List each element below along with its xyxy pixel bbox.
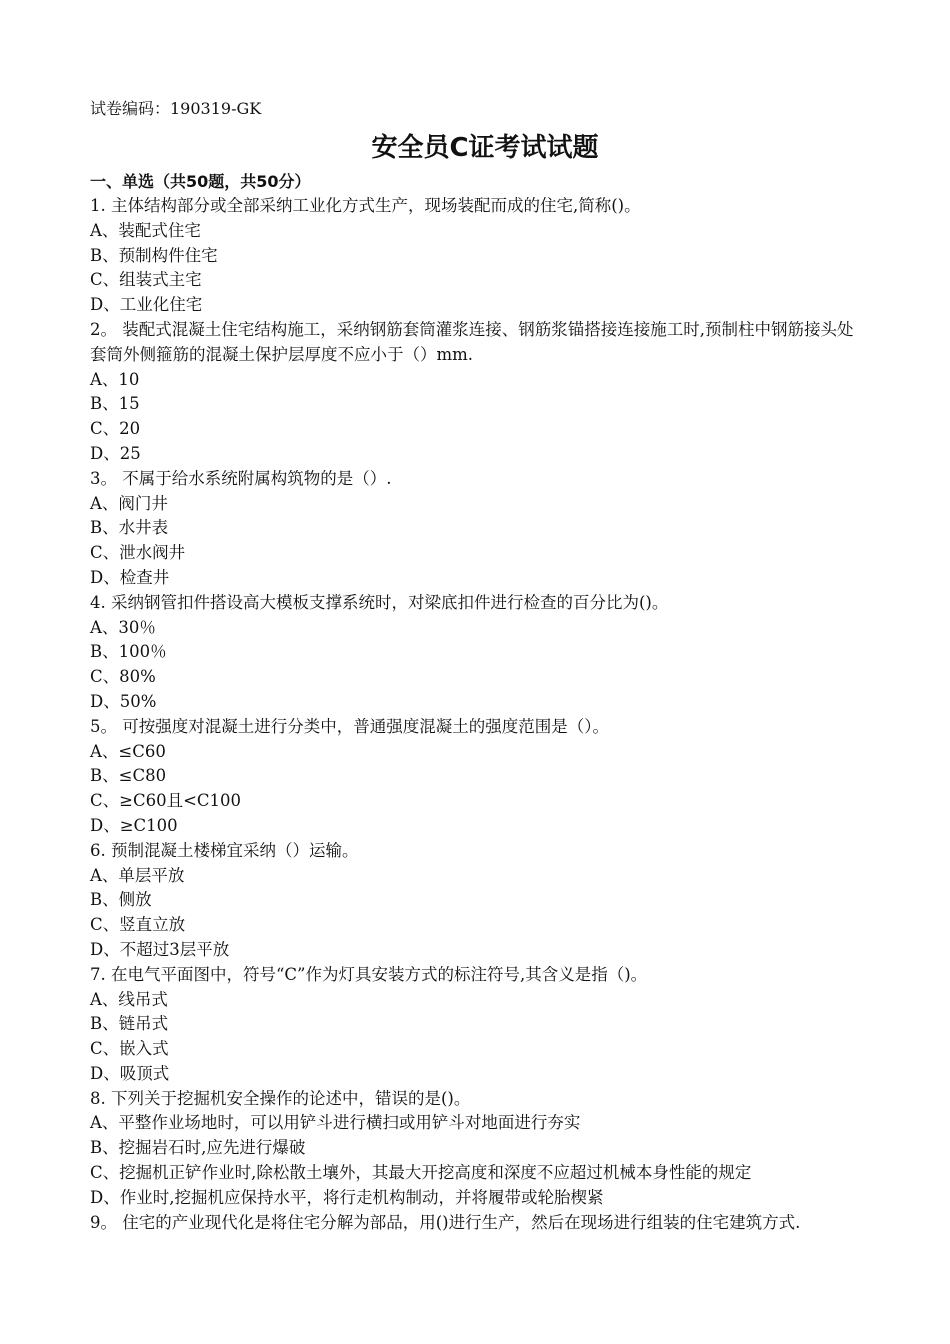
question-4-text: 4. 采纳钢管扣件搭设高大模板支撑系统时，对梁底扣件进行检查的百分比为()。 (90, 592, 669, 612)
question-8-option-d: D、作业时,挖掘机应保持水平，将行走机构制动，并将履带或轮胎楔紧 (90, 1187, 604, 1207)
question-1-text: 1. 主体结构部分或全部采纳工业化方式生产，现场装配而成的住宅,简称()。 (90, 196, 641, 215)
question-4-option-a: A、30％ (90, 617, 156, 637)
question-4-option-d: D、50% (90, 691, 157, 711)
question-block-6 (90, 839, 860, 963)
question-block-9 (90, 1211, 860, 1236)
question-3-option-c: C、泄水阀井 (90, 543, 186, 563)
exam-code: 试卷编码：190319-GK (90, 99, 262, 118)
question-2-option-b: B、15 (90, 394, 140, 414)
question-6-option-b: B、侧放 (90, 890, 152, 910)
question-2-text: 2。 装配式混凝土住宅结构施工，采纳钢筋套筒灌浆连接、钢筋浆锚搭接连接施工时,预制柱中钢筋接头处套筒外侧箍筋的混凝土保护层厚度不应小于（）mm. (90, 319, 854, 364)
question-2-option-c: C、20 (90, 419, 141, 439)
question-block-8 (90, 1087, 860, 1211)
question-6-option-c: C、竖直立放 (90, 915, 186, 935)
question-3-option-b: B、水井表 (90, 518, 169, 538)
question-5-option-a: A、≤C60 (90, 741, 166, 761)
question-1-option-a: A、装配式住宅 (90, 220, 201, 240)
question-7-option-c: C、嵌入式 (90, 1039, 169, 1059)
question-5-option-d: D、≥C100 (90, 815, 178, 835)
question-8-option-c: C、挖掘机正铲作业时,除松散土壤外，其最大开挖高度和深度不应超过机械本身性能的规定 (90, 1163, 752, 1183)
section-heading: 一、单选（共50题，共50分） (90, 172, 311, 191)
question-6-text: 6. 预制混凝土楼梯宜采纳（）运输。 (90, 840, 359, 860)
question-block-3 (90, 467, 860, 591)
question-9-text: 9。 住宅的产业现代化是将住宅分解为部品，用()进行生产，然后在现场进行组装的住宅建筑方式. (90, 1212, 801, 1232)
question-block-4 (90, 591, 860, 715)
question-1-option-d: D、工业化住宅 (90, 295, 203, 315)
question-5-text: 5。 可按强度对混凝土进行分类中，普通强度混凝土的强度范围是（）。 (90, 716, 609, 736)
question-5-option-b: B、≤C80 (90, 766, 167, 786)
question-1-option-c: C、组装式主宅 (90, 270, 202, 290)
question-4-option-c: C、80% (90, 667, 156, 687)
question-3-option-a: A、阀门井 (90, 493, 168, 513)
question-2-option-a: A、10 (90, 369, 140, 389)
page-title: 安全员C证考试试题 (371, 133, 599, 163)
question-6-option-a: A、单层平放 (90, 865, 185, 885)
question-block-5 (90, 715, 860, 839)
question-8-option-b: B、挖掘岩石时,应先进行爆破 (90, 1138, 306, 1158)
question-block-1 (90, 194, 860, 318)
question-7-option-d: D、吸顶式 (90, 1063, 170, 1083)
question-3-text: 3。 不属于给水系统附属构筑物的是（）. (90, 468, 392, 488)
question-5-option-c: C、≥C60且<C100 (90, 791, 242, 811)
question-7-text: 7. 在电气平面图中，符号“C”作为灯具安装方式的标注符号,其含义是指（)。 (90, 964, 648, 984)
question-4-option-b: B、100％ (90, 642, 167, 662)
question-block-2 (90, 318, 860, 467)
question-7-option-a: A、线吊式 (90, 989, 168, 1009)
question-8-option-a: A、平整作业场地时，可以用铲斗进行横扫或用铲斗对地面进行夯实 (90, 1113, 581, 1133)
question-6-option-d: D、不超过3层平放 (90, 939, 230, 959)
question-1-option-b: B、预制构件住宅 (90, 245, 218, 265)
question-3-option-d: D、检查井 (90, 567, 170, 587)
question-8-text: 8. 下列关于挖掘机安全操作的论述中，错误的是()。 (90, 1088, 471, 1108)
question-2-option-d: D、25 (90, 443, 141, 463)
question-block-7 (90, 963, 860, 1087)
exam-page (90, 96, 860, 1235)
question-7-option-b: B、链吊式 (90, 1014, 169, 1034)
